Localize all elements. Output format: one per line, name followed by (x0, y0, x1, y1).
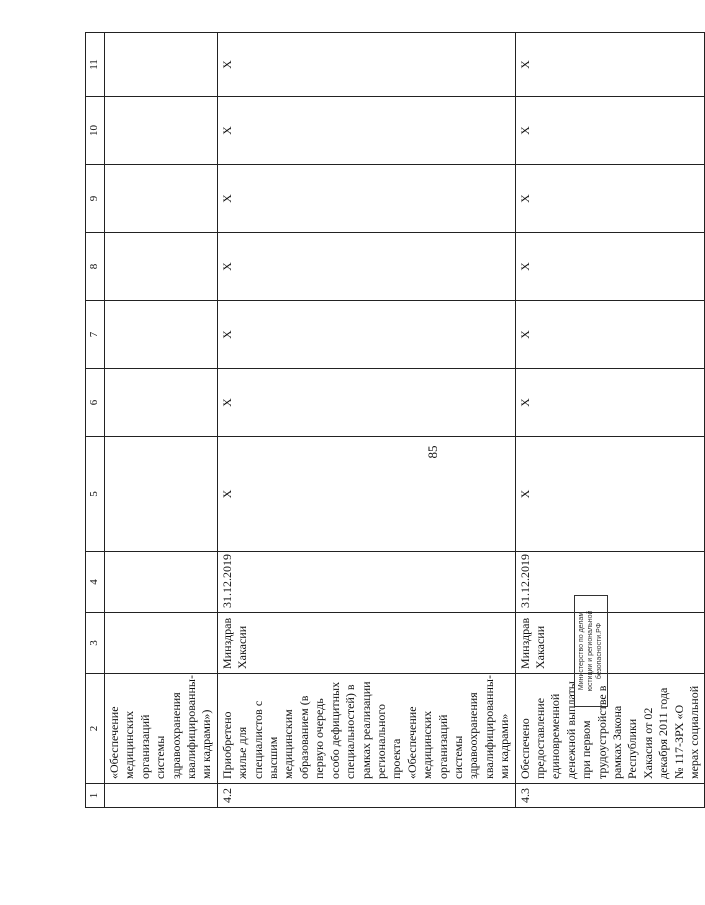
row-cell-11: X (515, 33, 705, 97)
row-cell-7: X (515, 301, 705, 369)
row-number (105, 784, 218, 808)
header-row (86, 33, 105, 808)
header-cell: 10 (86, 97, 105, 165)
header-cell: 7 (86, 301, 105, 369)
row-description: Приобретено жилье для специалистов с высшим медицинским образованием (в первую очередь особо дефицитных специальностей) в рамках реализации регионального проекта «Обеспечение медицинских организаций системы здравоохранения квалифицированны-ми кадрами» (217, 674, 515, 784)
header-cell: 5 (86, 437, 105, 552)
row-cell-11 (105, 33, 218, 97)
row-cell-5: X (515, 437, 705, 552)
row-cell-9 (105, 165, 218, 233)
header-cell: 6 (86, 369, 105, 437)
row-cell-11: X (217, 33, 515, 97)
row-cell-7 (105, 301, 218, 369)
row-date: 31.12.2019 (217, 552, 515, 613)
row-cell-8: X (217, 233, 515, 301)
row-executor: Минздрав Хакасии (217, 613, 515, 674)
row-date: 31.12.2019 (515, 552, 705, 613)
row-cell-8 (105, 233, 218, 301)
row-cell-8: X (515, 233, 705, 301)
row-number: 4.2 (217, 784, 515, 808)
row-cell-10: X (515, 97, 705, 165)
row-cell-5: X (217, 437, 515, 552)
row-cell-6: X (217, 369, 515, 437)
row-cell-9: X (217, 165, 515, 233)
row-executor: Минздрав Хакасии (515, 613, 705, 674)
table-row (105, 33, 218, 808)
table-row (217, 33, 515, 808)
header-cell: 9 (86, 165, 105, 233)
row-cell-9: X (515, 165, 705, 233)
header-cell: 1 (86, 784, 105, 808)
row-cell-7: X (217, 301, 515, 369)
page-number: 85 (425, 445, 440, 459)
header-cell: 3 (86, 613, 105, 674)
row-cell-10 (105, 97, 218, 165)
row-description: «Обеспечение медицинских организаций системы здравоохранения квалифицированны-ми кадрами») (105, 674, 218, 784)
row-executor (105, 613, 218, 674)
header-cell: 2 (86, 674, 105, 784)
ministry-stamp: Министерство по делам юстиции и региональной безопасности.РФ (574, 595, 608, 707)
row-cell-6: X (515, 369, 705, 437)
row-description: Обеспечено предоставление единовременной денежной выплаты при первом трудоустройстве в рамках Закона Республики Хакасия от 02 декабря 2011 года № 117-ЗРХ «О мерах социальной (515, 674, 705, 784)
program-table (85, 32, 705, 808)
row-cell-5 (105, 437, 218, 552)
row-cell-10: X (217, 97, 515, 165)
row-cell-6 (105, 369, 218, 437)
header-cell: 11 (86, 33, 105, 97)
header-cell: 4 (86, 552, 105, 613)
header-cell: 8 (86, 233, 105, 301)
row-date (105, 552, 218, 613)
table-row (515, 33, 705, 808)
row-number: 4.3 (515, 784, 705, 808)
